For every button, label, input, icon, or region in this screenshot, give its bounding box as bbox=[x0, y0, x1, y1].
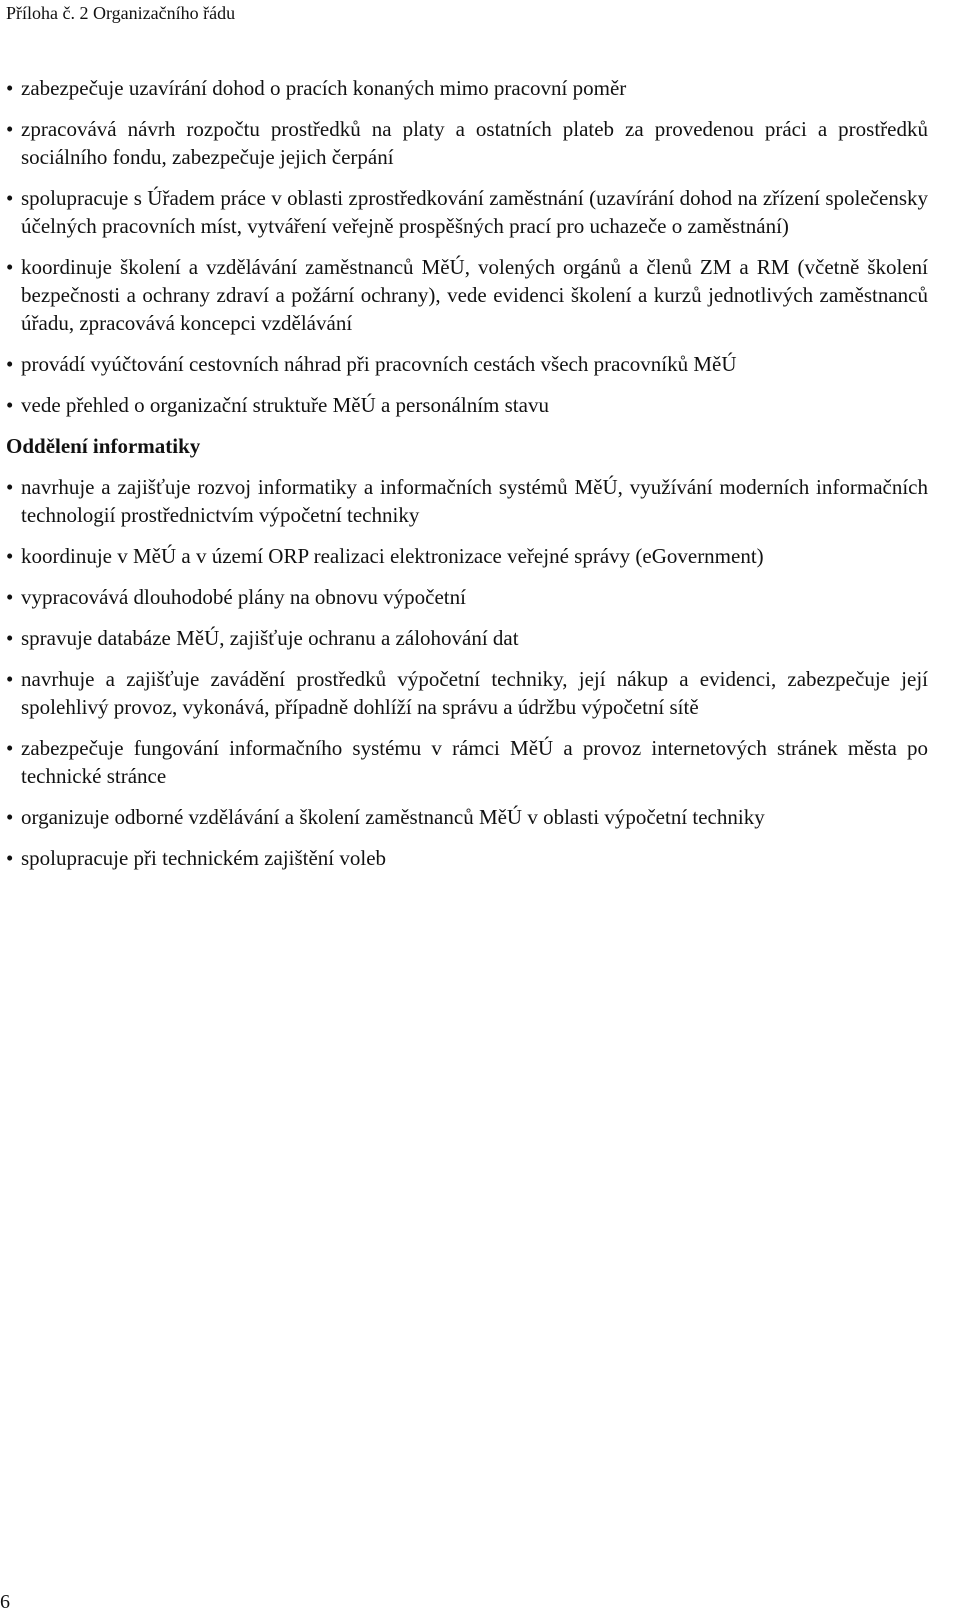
bullet-icon: • bbox=[6, 805, 14, 829]
bullet-icon: • bbox=[6, 626, 14, 650]
bullet-icon: • bbox=[6, 846, 14, 870]
bullet-icon: • bbox=[6, 186, 14, 210]
list-item: • spolupracuje s Úřadem práce v oblasti zprostředkování zaměstnání (uzavírání dohod na zřízení společensky účelných pracovních míst, vytváření veřejně prospěšných prací pro uchazeče o zaměstnání) bbox=[6, 186, 928, 238]
bullet-icon: • bbox=[6, 393, 14, 417]
bullet-icon: • bbox=[6, 76, 14, 100]
list-item: • vede přehled o organizační struktuře MěÚ a personálním stavu bbox=[6, 393, 549, 417]
list-item: • organizuje odborné vzdělávání a školení zaměstnanců MěÚ v oblasti výpočetní techniky bbox=[6, 805, 765, 829]
list-item: • koordinuje v MěÚ a v území ORP realizaci elektronizace veřejné správy (eGovernment) bbox=[6, 544, 764, 568]
list-item: • vypracovává dlouhodobé plány na obnovu výpočetní bbox=[6, 585, 466, 609]
list-item: • koordinuje školení a vzdělávání zaměstnanců MěÚ, volených orgánů a členů ZM a RM (včetně školení bezpečnosti a ochrany zdraví a požární ochrany), vede evidenci školení a kurzů jednotlivých zaměstnanců úřadu, zpracovává koncepci vzdělávání bbox=[6, 255, 928, 335]
bullet-icon: • bbox=[6, 736, 14, 760]
document-body bbox=[6, 74, 928, 885]
list-item: • navrhuje a zajišťuje zavádění prostředků výpočetní techniky, její nákup a evidenci, zabezpečuje její spolehlivý provoz, vykonává, případně dohlíží na správu a údržbu výpočetní sítě bbox=[6, 667, 928, 719]
list-item: • zabezpečuje uzavírání dohod o pracích konaných mimo pracovní poměr bbox=[6, 76, 627, 100]
section-title: Oddělení informatiky bbox=[6, 434, 201, 458]
bullet-icon: • bbox=[6, 475, 14, 499]
list-item: • zpracovává návrh rozpočtu prostředků na platy a ostatních plateb za provedenou práci a prostředků sociálního fondu, zabezpečuje jejich čerpání bbox=[6, 117, 928, 169]
bullet-icon: • bbox=[6, 352, 14, 376]
bullet-icon: • bbox=[6, 544, 14, 568]
list-item: • provádí vyúčtování cestovních náhrad při pracovních cestách všech pracovníků MěÚ bbox=[6, 352, 737, 376]
list-item: • spolupracuje při technickém zajištění voleb bbox=[6, 846, 387, 870]
bullet-icon: • bbox=[6, 255, 14, 279]
page-number: 6 bbox=[0, 1591, 10, 1613]
bullet-icon: • bbox=[6, 667, 14, 691]
bullet-icon: • bbox=[6, 117, 14, 141]
list-item: • zabezpečuje fungování informačního systému v rámci MěÚ a provoz internetových stránek města po technické stránce bbox=[6, 736, 928, 788]
document-header: Příloha č. 2 Organizačního řádu bbox=[6, 3, 236, 23]
list-item: • spravuje databáze MěÚ, zajišťuje ochranu a zálohování dat bbox=[6, 626, 519, 650]
duties-list-informatics bbox=[6, 473, 928, 872]
duties-list-personnel bbox=[6, 74, 928, 419]
bullet-icon: • bbox=[6, 585, 14, 609]
list-item: • navrhuje a zajišťuje rozvoj informatiky a informačních systémů MěÚ, využívání moderních informačních technologií prostřednictvím výpočetní techniky bbox=[6, 475, 928, 527]
